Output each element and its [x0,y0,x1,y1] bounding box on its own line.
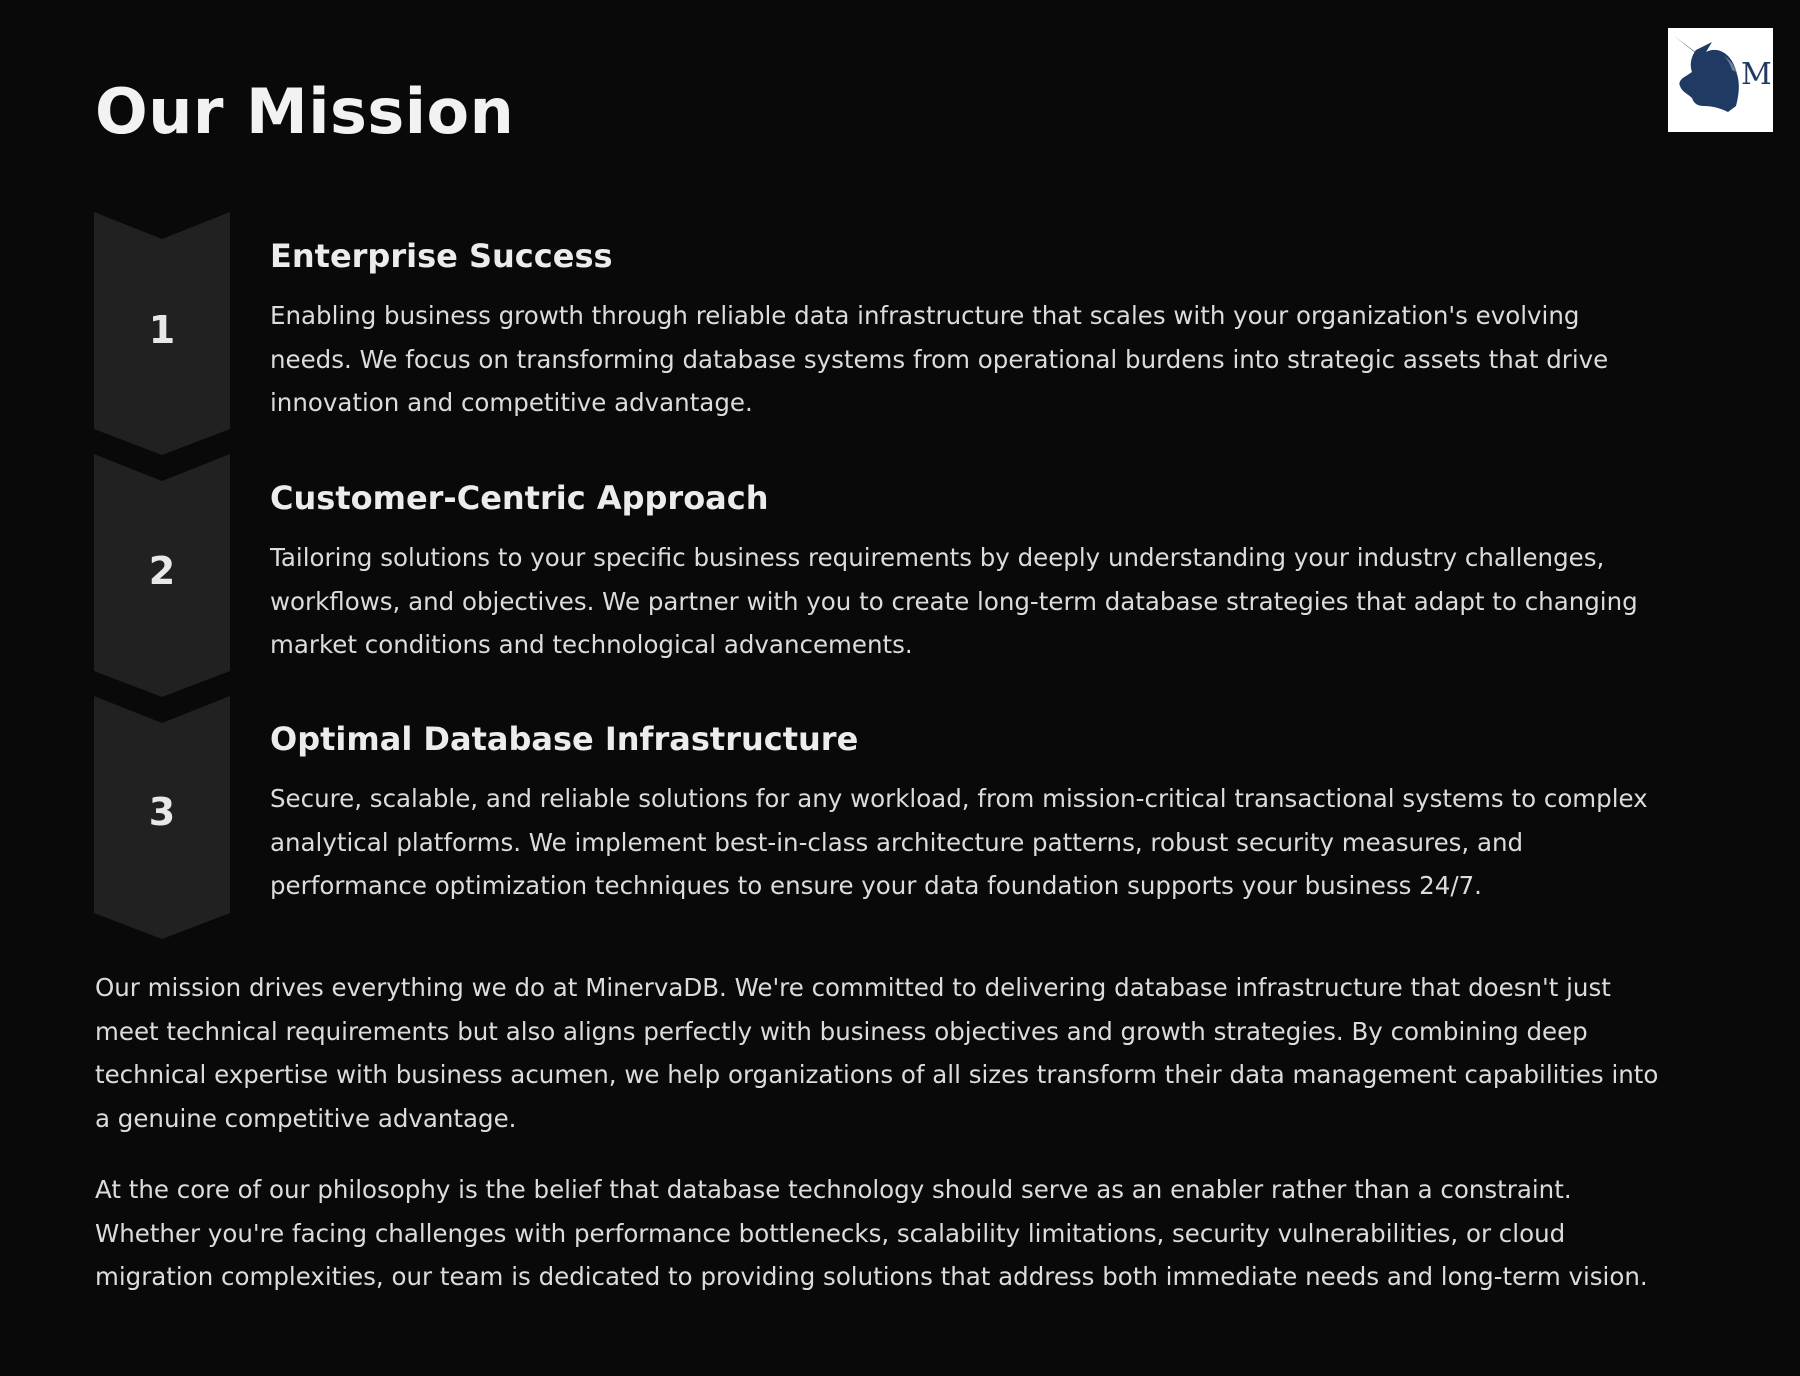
step-2-number: 2 [148,549,176,593]
unicorn-head-icon [1668,28,1773,132]
logo-letter: M [1741,57,1772,92]
page-title: Our Mission [95,75,515,148]
step-1-number: 1 [148,308,176,352]
step-1-chevron [94,212,230,455]
step-3-title: Optimal Database Infrastructure [270,720,859,758]
step-2-description: Tailoring solutions to your specific business requirements by deeply understanding your industry challenges, workflows, and objectives. We partner with you to create long-term database strategies that adapt to changing market conditions and technological advancements. [270,543,1638,659]
step-2-chevron [94,454,230,697]
step-1-title: Enterprise Success [270,237,613,275]
step-3-description: Secure, scalable, and reliable solutions for any workload, from mission-critical transactional systems to complex analytical platforms. We implement best-in-class architecture patterns, robust security measures, and performance optimization techniques to ensure your data foundation supports your business 24/7. [270,784,1648,900]
logo [1668,28,1773,132]
mission-paragraph-2: At the core of our philosophy is the belief that database technology should serve as an enabler rather than a constraint. Whether you're facing challenges with performance bottlenecks, scalability limitations, security vulnerabilities, or cloud migration complexities, our team is dedicated to providing solutions that address both immediate needs and long-term vision. [95,1175,1648,1291]
step-2-title: Customer-Centric Approach [270,479,769,517]
step-1-description: Enabling business growth through reliable data infrastructure that scales with your organization's evolving needs. We focus on transforming database systems from operational burdens into strategic assets that drive innovation and competitive advantage. [270,301,1609,417]
step-3-number: 3 [148,790,176,834]
step-3-chevron [94,696,230,939]
mission-paragraph-1: Our mission drives everything we do at MinervaDB. We're committed to delivering database infrastructure that doesn't just meet technical requirements but also aligns perfectly with business objectives and growth strategies. By combining deep technical expertise with business acumen, we help organizations of all sizes transform their data management capabilities into a genuine competitive advantage. [95,973,1659,1133]
